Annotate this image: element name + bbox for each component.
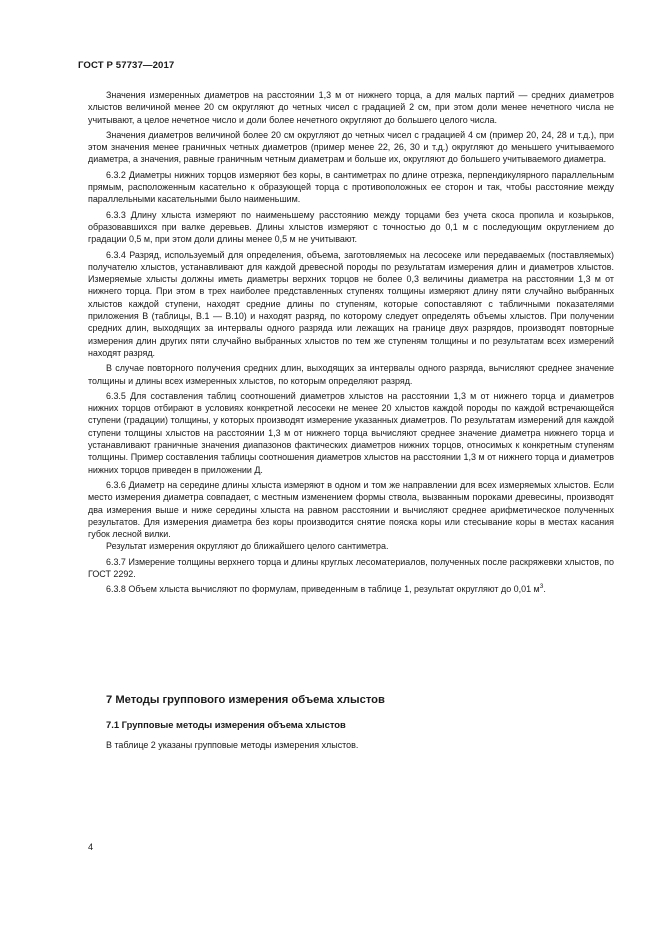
section-7-heading: 7 Методы группового измерения объема хлыстов (106, 694, 385, 706)
paragraph-diameter-rounding: Значения измеренных диаметров на расстоянии 1,3 м от нижнего торца, а для малых партий — средних диаметров хлыстов величиной менее 20 см округляют до четных чисел с градацией 2 см, при этом доли менее нечетного числа не учитывают, а целое нечетное число и доли более нечетного округляют до большего целого числа. (88, 90, 614, 125)
subsection-7-1-heading: 7.1 Групповые методы измерения объема хлыстов (106, 719, 346, 730)
sentence-period: . (543, 584, 546, 595)
paragraph-repeat-measurement: В случае повторного получения средних длин, выходящих за интервалы одного разряда, вычисляют среднее значение толщины и длины всех измеренных хлыстов, по которым определяют разряд. (88, 363, 614, 386)
paragraph-6-3-8 (88, 583, 614, 595)
paragraph-6-3-8-text: 6.3.8 Объем хлыста вычисляют по формулам, приведенным в таблице 1, результат округляют до 0,01 м (106, 584, 540, 595)
paragraph-6-3-7: 6.3.7 Измерение толщины верхнего торца и длины круглых лесоматериалов, полученных после раскряжевки хлыстов, по ГОСТ 2292. (88, 556, 614, 579)
paragraph-diameter-over-20: Значения диаметров величиной более 20 см округляют до четных чисел с градацией 4 см (пример 20, 24, 28 и т.д.), при этом значения менее граничных четных диаметров (пример менее 22, 26, 30 и т.д.) округляют до меньшего учитываемого диаметра, а значения, равные граничным четным диаметрам и больше их, округляют до большего учитываемого диаметра. (88, 129, 614, 165)
paragraph-rounding-result: Результат измерения округляют до ближайшего целого сантиметра. (106, 541, 389, 552)
subsection-7-1-text: В таблице 2 указаны групповые методы измерения хлыстов. (106, 740, 359, 750)
paragraph-6-3-5: 6.3.5 Для составления таблиц соотношений диаметров хлыстов на расстоянии 1,3 м от нижнего торца и диаметров нижних торцов отбирают в условиях конкретной лесосеки не менее 20 хлыстов каждой породы по каждой встречающейся ступени (градации) толщины, у которых производят измерение указанных диаметров. По результатам измерений для каждой ступени толщины хлыстов на расстоянии 1,3 м от нижнего торца вычисляют среднее значение диаметра нижнего торца и устанавливают граничные значения диапазонов фактических диаметров нижних торцов, относимых к конкретным ступеням толщины. Пример составления таблицы соотношения диаметров хлыстов на расстоянии 1,3 м от нижнего торца и диаметров нижних торцов приведен в приложении Д. (88, 390, 614, 475)
page-number: 4 (88, 842, 94, 852)
paragraph-6-3-4: 6.3.4 Разряд, используемый для определения, объема, заготовляемых на лесосеке или передаваемых (поставляемых) получателю хлыстов, устанавливают для каждой древесной породы по результатам измерения длин и диаметров хлыстов. Измеряемые хлысты должны иметь диаметры верхних торцов не более 0,3 величины диаметра на расстоянии 1,3 м от нижнего торца. При этом в трех наиболее представленных ступенях толщины измеряют длину пяти случайно выбранных хлыстов каждой ступени, находят средние длины по ступеням, которые сопоставляют с табличными показателями приложения В (таблицы, В.1 — В.10) и находят разряд, по которому следует определять объемы хлыстов. При получении средних длин, выходящих за интервалы одного разряда или лежащих на границе двух разрядов, производят повторные измерения длин других пяти случайно выбранных хлыстов по тем же ступеням толщины и по результатам всех измерений находят разряд. (88, 249, 614, 358)
paragraph-6-3-3: 6.3.3 Длину хлыста измеряют по наименьшему расстоянию между торцами без учета скоса пропила и козырьков, образовавшихся при валке деревьев. Длины хлыстов измеряют с точностью до 0,1 м с последующим округлением до градации 0,5 м, при этом доли длины менее 0,5 м не учитывают. (88, 209, 614, 245)
paragraph-6-3-2: 6.3.2 Диаметры нижних торцов измеряют без коры, в сантиметрах по длине отрезка, перпендикулярного параллельным прямым, расположенным касательно к образующей торца с противоположных ее сторон и так, чтобы расстояние между параллельными касательными было наименьшим. (88, 169, 614, 205)
paragraph-6-3-6: 6.3.6 Диаметр на середине длины хлыста измеряют в одном и том же направлении для всех измеряемых хлыстов. Если место измерения диаметра совпадает, с местным изменением формы ствола, вызванным пороками древесины, производят два измерения выше и ниже середины хлыста на равном расстоянии и вычисляют среднее арифметическое полученных результатов. Для измерения диаметра без коры производится снятие пояска коры или стесывание коры в местах касания губок лесной вилки. (88, 479, 614, 540)
document-header-gost: ГОСТ Р 57737—2017 (78, 60, 175, 71)
body-text (88, 89, 614, 596)
cubic-exponent: 3 (539, 583, 544, 591)
